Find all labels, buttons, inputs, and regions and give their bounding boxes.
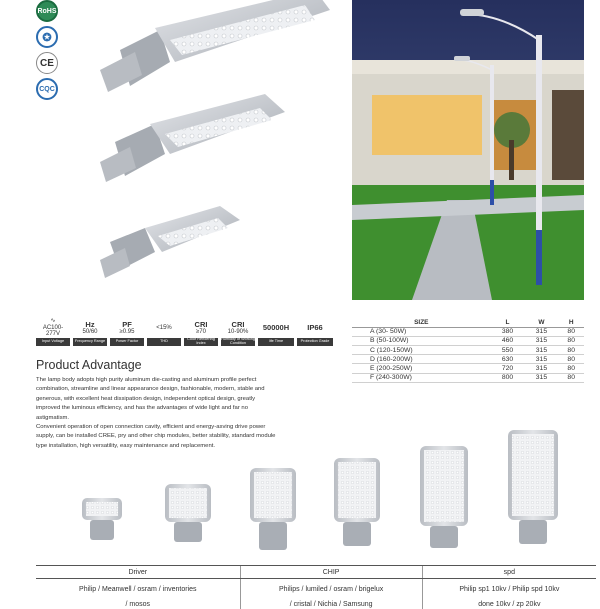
driver-header: Driver: [36, 566, 240, 579]
street-light-scene-photo: [352, 0, 584, 300]
lamp-large: [100, 0, 330, 92]
spec-power-factor: PF ≥0.95 Power Factor: [110, 318, 144, 348]
component-table: [36, 565, 596, 609]
table-row: Philip / Meanwell / osram / inventories Philips / lumiled / osram / brigelux Philip sp1 10kv / Philip spd 10kv: [36, 579, 596, 595]
lamp-size-d: [334, 458, 380, 546]
lamp-product-illustration: [90, 0, 330, 300]
length-header: L: [491, 318, 525, 327]
lamp-size-b: [165, 484, 211, 542]
certification-badges: [36, 0, 58, 104]
table-row: C (120-150W) 550 315 80: [352, 346, 584, 355]
cqc-icon: CQC: [36, 78, 58, 100]
lamp-size-f: [508, 430, 558, 544]
table-row: / mosos / cristal / Nichia / Samsung done 10kv / zp 20kv: [36, 594, 596, 609]
spd-header: spd: [422, 566, 596, 579]
table-row: F (240-300W) 800 315 80: [352, 373, 584, 382]
lamp-medium: [100, 94, 285, 182]
spec-protection-grade: IP66 Protection Grade: [297, 318, 333, 348]
table-row: A (30- 50W) 380 315 80: [352, 327, 584, 336]
lamp-size-c: [250, 468, 296, 550]
spec-icon-row: [36, 318, 333, 348]
spec-input-voltage: ∿ AC100-277V Input Voltage: [36, 318, 70, 348]
product-advantage-text: The lamp body adopts high purity aluminum die-casting and aluminum profile perfect combination, streamline and linear appearance design, fashionable, modern, stable and generous, with excellent heat dissipation design, independent optical design, greatly improved the luminous efficiency, and has the advantages of wide light and far no astigmatism. Convenient operation of open connection cavity, efficient and energy-asving drive power supply, can be installed CREE, pry and other chip modules, better stability, standard module type installation, high versatility, easy maintenance and replacement.: [36, 377, 276, 449]
table-row: E (200-250W) 720 315 80: [352, 364, 584, 373]
spec-thd: <15% THD: [147, 318, 181, 348]
size-table-header: [352, 318, 584, 327]
size-table: [352, 318, 584, 383]
height-header: H: [558, 318, 584, 327]
rohs-icon: RoHS: [36, 0, 58, 22]
sine-wave-icon: ∿: [50, 318, 56, 325]
size-header: SIZE: [352, 318, 491, 327]
product-advantage-title: Product Advantage: [36, 358, 142, 372]
spec-frequency-range: Hz 50/60 Frequency Range: [73, 318, 107, 348]
component-table-header: [36, 566, 596, 579]
table-row: D (160-200W) 630 315 80: [352, 355, 584, 364]
star-cert-icon: ✪: [36, 26, 58, 48]
lamp-small: [100, 206, 240, 278]
spec-cri: CRI ≥70 Color Rendering Index: [184, 318, 218, 348]
lamp-size-e: [420, 446, 468, 548]
lamp-size-a: [82, 498, 122, 540]
ce-icon: CE: [36, 52, 58, 74]
chip-header: CHIP: [240, 566, 422, 579]
table-row: B (50-100W) 460 315 80: [352, 336, 584, 345]
width-header: W: [525, 318, 559, 327]
spec-humidity: CRI 10-90% Humidity of Working Condition: [221, 319, 255, 345]
spec-life-time: 50000H life Time: [258, 318, 294, 348]
product-lineup: [70, 430, 570, 550]
